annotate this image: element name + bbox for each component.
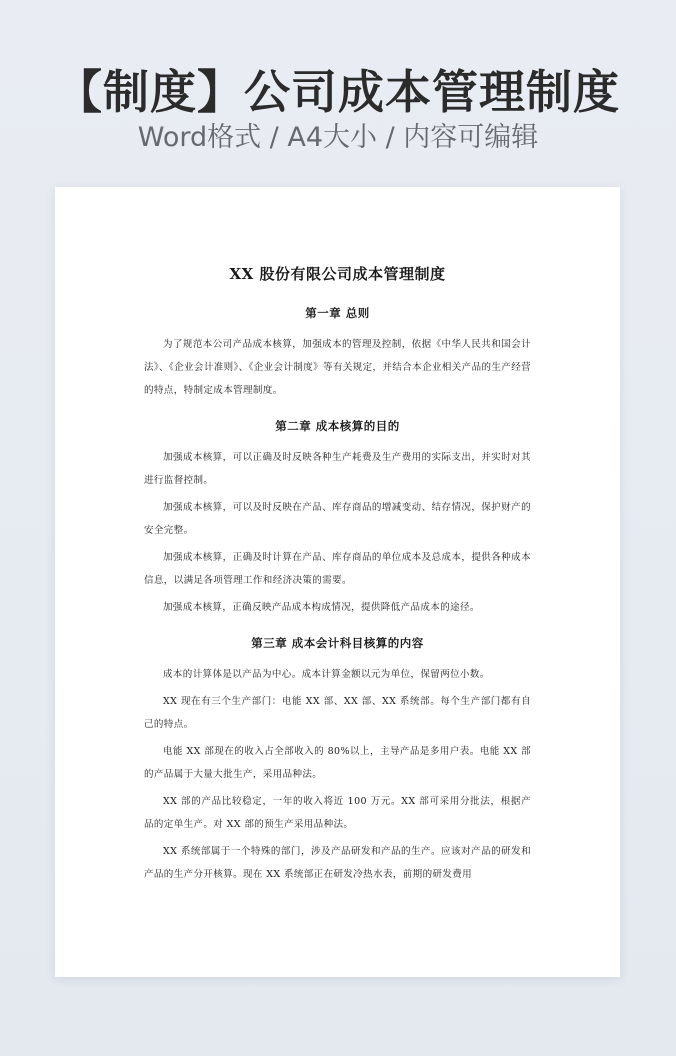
chapter-3-paragraph-3: 电能 XX 部现在的收入占全部收入的 80%以上，主导产品是多用户表。电能 XX 部的产品属于大量大批生产，采用品种法。 (144, 746, 531, 780)
chapter-2-paragraph-1: 加强成本核算，可以正确及时反映各种生产耗费及生产费用的实际支出，并实时对其进行监督控制。 (144, 452, 531, 486)
chapter-1-heading: 第一章 总则 (305, 306, 370, 320)
chapter-2-paragraph-3: 加强成本核算，正确及时计算在产品、库存商品的单位成本及总成本，提供各种成本信息，以满足各项管理工作和经济决策的需要。 (144, 552, 531, 586)
chapter-3-paragraph-1: 成本的计算体是以产品为中心。成本计算金额以元为单位，保留两位小数。 (163, 669, 490, 680)
chapter-3-heading: 第三章 成本会计科目核算的内容 (251, 636, 424, 650)
document-content (144, 187, 531, 890)
chapter-2-heading: 第二章 成本核算的目的 (275, 419, 400, 433)
chapter-3-paragraph-5: XX 系统部属于一个特殊的部门，涉及产品研发和产品的生产。应该对产品的研发和产品的生产分开核算。现在 XX 系统部正在研发冷热水表，前期的研发费用 (144, 846, 531, 880)
chapter-1-paragraph-1: 为了规范本公司产品成本核算，加强成本的管理及控制，依据《中华人民共和国会计法》、《企业会计准则》、《企业会计制度》等有关规定，并结合本企业相关产品的生产经营的特点，特制定成本管理制度。 (144, 339, 531, 396)
document-title: XX 股份有限公司成本管理制度 (229, 265, 446, 283)
banner (0, 0, 676, 180)
chapter-2-paragraph-2: 加强成本核算，可以及时反映在产品、库存商品的增减变动、结存情况，保护财产的安全完整。 (144, 502, 531, 536)
banner-title: 【制度】公司成本管理制度 (56, 65, 620, 119)
chapter-3-paragraph-2: XX 现在有三个生产部门：电能 XX 部、XX 部、XX 系统部。每个生产部门都有自己的特点。 (144, 696, 531, 730)
banner-subtitle: Word格式 / A4大小 / 内容可编辑 (137, 122, 539, 153)
chapter-3-paragraph-4: XX 部的产品比较稳定，一年的收入将近 100 万元。XX 部可采用分批法，根据产品的定单生产。对 XX 部的预生产采用品种法。 (144, 796, 531, 830)
chapter-2-paragraph-4: 加强成本核算，正确反映产品成本构成情况，提供降低产品成本的途径。 (163, 602, 480, 613)
document-page (55, 187, 620, 977)
